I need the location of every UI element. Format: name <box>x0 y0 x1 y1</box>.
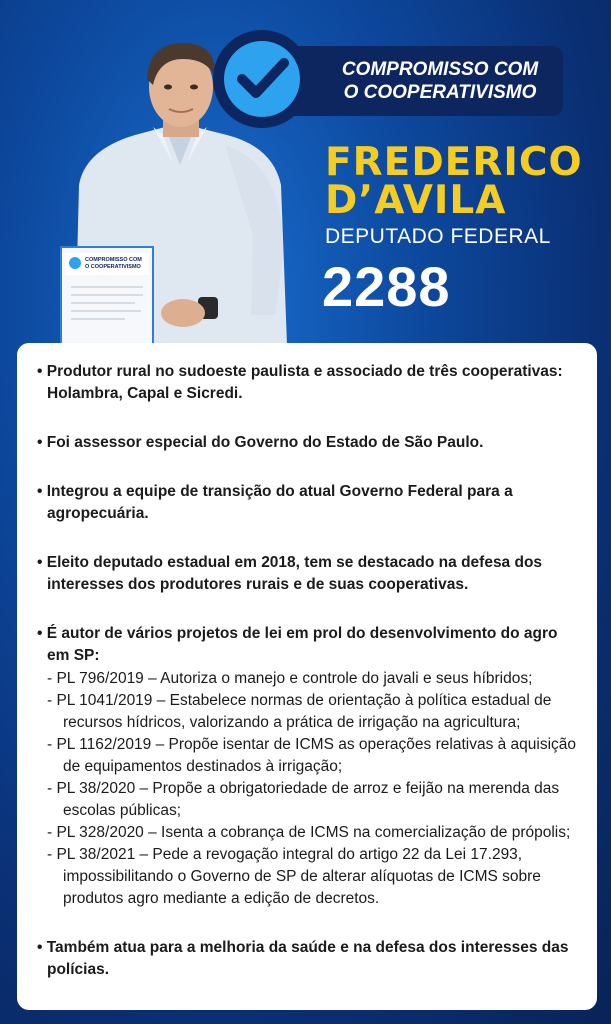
badge-title: COMPROMISSO COM O COOPERATIVISMO <box>341 59 539 103</box>
bullet-item-projects <box>37 623 583 910</box>
candidate-number: 2288 <box>322 255 451 318</box>
candidate-role: DEPUTADO FEDERAL <box>325 225 551 248</box>
projects-list <box>47 668 583 910</box>
svg-text:COMPROMISSO COM: COMPROMISSO COM <box>85 257 142 263</box>
badge-circle <box>213 30 311 128</box>
bullet-item: • Também atua para a melhoria da saúde e na defesa dos interesses das polícias. <box>37 939 569 978</box>
project-item: - PL 38/2021 – Pede a revogação integral do artigo 22 da Lei 17.293, impossibilitando o Governo de SP de alterar alíquotas de ICMS sobre produtos agro mediante a edição de decretos. <box>47 846 541 907</box>
bullet-item: • Eleito deputado estadual em 2018, tem se destacado na defesa dos interesses dos produtores rurais e de suas cooperativas. <box>37 554 543 593</box>
project-item: - PL 1162/2019 – Propõe isentar de ICMS as operações relativas à aquisição de equipamentos destinados à irrigação; <box>47 736 577 775</box>
info-card <box>17 343 597 1010</box>
project-item: - PL 328/2020 – Isenta a cobrança de ICMS na comercialização de própolis; <box>47 824 571 841</box>
svg-text:O COOPERATIVISMO: O COOPERATIVISMO <box>85 264 141 270</box>
project-item: - PL 796/2019 – Autoriza o manejo e controle do javali e seus híbridos; <box>47 670 533 687</box>
candidate-name: FREDERICO D’AVILA <box>325 140 583 223</box>
bullet-item: • Foi assessor especial do Governo do Estado de São Paulo. <box>37 434 484 451</box>
bullet-item: • Integrou a equipe de transição do atual Governo Federal para a agropecuária. <box>37 483 513 522</box>
bullet-item: • Produtor rural no sudoeste paulista e associado de três cooperativas: Holambra, Capal e Sicredi. <box>37 363 563 402</box>
checkmark-icon <box>224 41 300 117</box>
cooperativism-badge <box>213 30 563 128</box>
project-item: - PL 38/2020 – Propõe a obrigatoriedade de arroz e feijão na merenda das escolas públicas; <box>47 780 560 819</box>
bullet-projects-title: • É autor de vários projetos de lei em prol do desenvolvimento do agro em SP: <box>37 625 558 664</box>
project-item: - PL 1041/2019 – Estabelece normas de orientação à política estadual de recursos hídricos, valorizando a prática de irrigação na agricultura; <box>47 692 552 731</box>
